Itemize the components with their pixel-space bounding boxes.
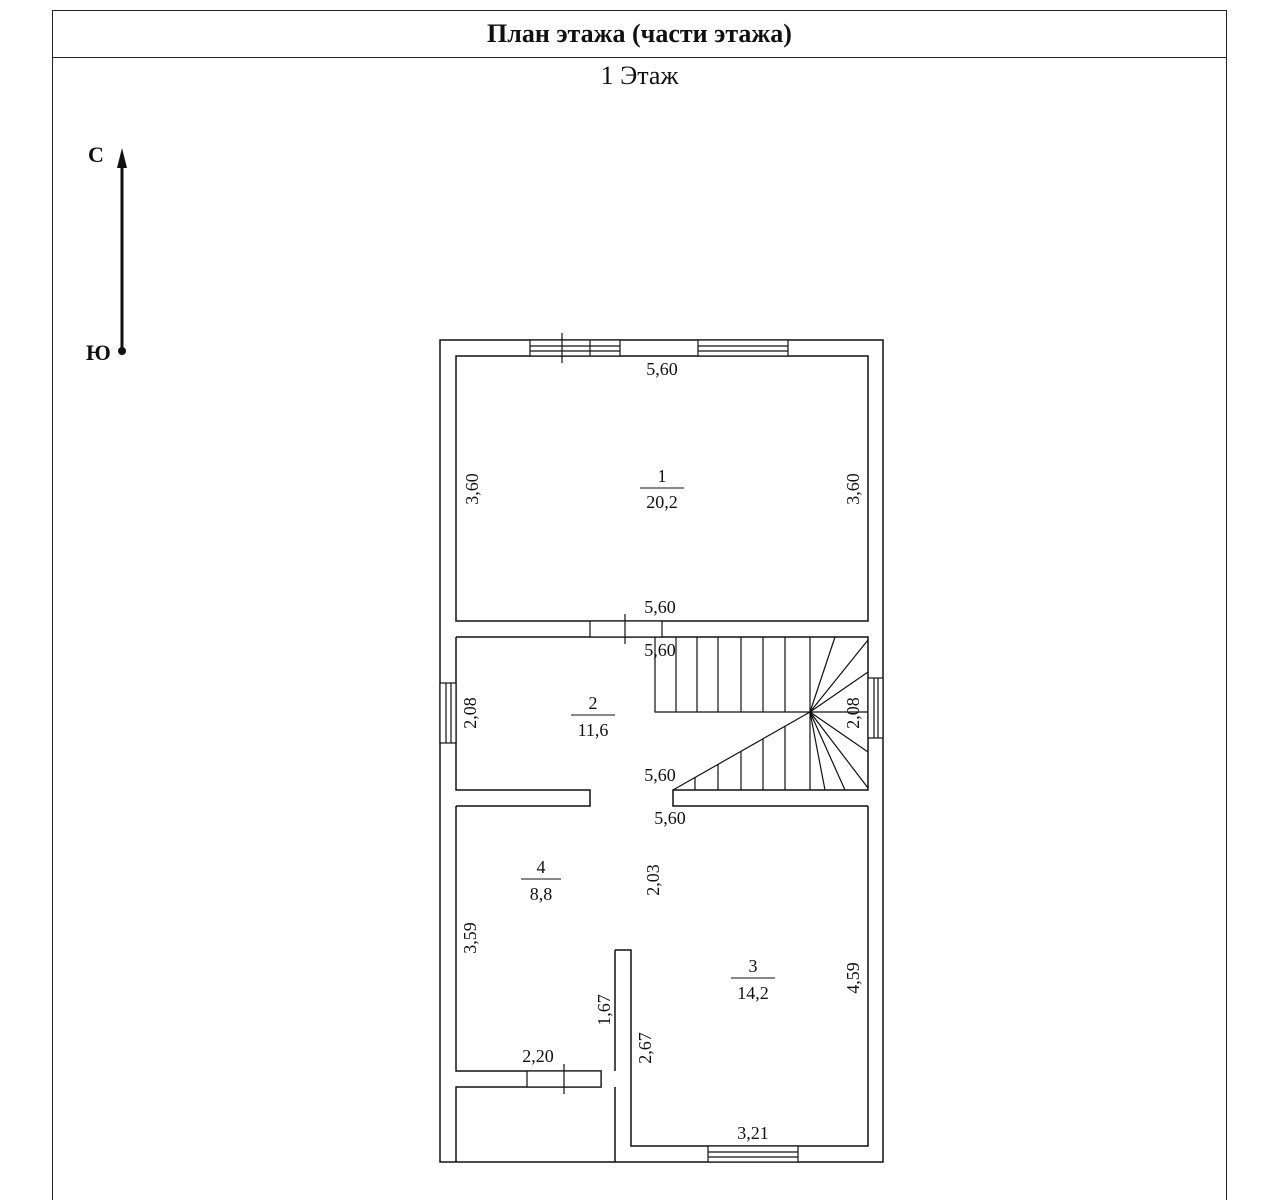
room-3-outline [615,806,868,1146]
door-room-1 [590,621,662,637]
page-title: План этажа (части этажа) [53,11,1226,58]
walls [440,340,883,1162]
stair-upper-outline [655,637,810,712]
window-top-right [698,340,788,356]
floor-label: 1 Этаж [600,61,679,90]
room-3-area: 14,2 [737,983,769,1003]
dim-room2-top: 5,60 [644,640,676,660]
dim-room1-right: 3,60 [843,473,863,505]
outer-wall [440,340,883,1162]
dim-room2-right: 2,08 [843,697,863,729]
north-arrow-icon [117,148,127,168]
room-labels [521,466,775,1003]
window-top-left [530,340,620,356]
window-bottom [708,1146,798,1162]
room-1-area: 20,2 [646,492,678,512]
room-4-area: 8,8 [529,884,553,904]
dim-room3-bottom: 3,21 [737,1123,769,1143]
window-right [868,678,883,738]
dim-room2-bottom: 5,60 [644,765,676,785]
room-3-number: 3 [748,956,758,976]
room-2-number: 2 [588,693,598,713]
dim-partition-height: 2,67 [635,1032,655,1064]
staircase [655,637,868,790]
dim-room2-left: 2,08 [460,697,480,729]
room-4-number: 4 [536,857,546,877]
dim-room1-left: 3,60 [462,473,482,505]
dim-room3-right: 4,59 [843,962,863,994]
dim-hall-vertical: 2,03 [643,864,663,896]
dim-room4-left: 3,59 [460,922,480,954]
doors [527,333,662,1094]
room-1-number: 1 [657,466,667,486]
dim-closet-height: 1,67 [594,994,614,1026]
window-left [440,683,456,743]
dim-room3-top: 5,60 [654,808,686,828]
room-2-area: 11,6 [577,720,609,740]
windows [440,340,883,1162]
dim-room1-bottom: 5,60 [644,597,676,617]
dim-room1-top: 5,60 [646,359,678,379]
dim-closet-width: 2,20 [522,1046,554,1066]
room-4-outline [456,806,601,1162]
compass-north: С [88,142,104,167]
compass [86,142,127,365]
compass-south: Ю [86,340,111,365]
south-dot-icon [118,347,126,355]
